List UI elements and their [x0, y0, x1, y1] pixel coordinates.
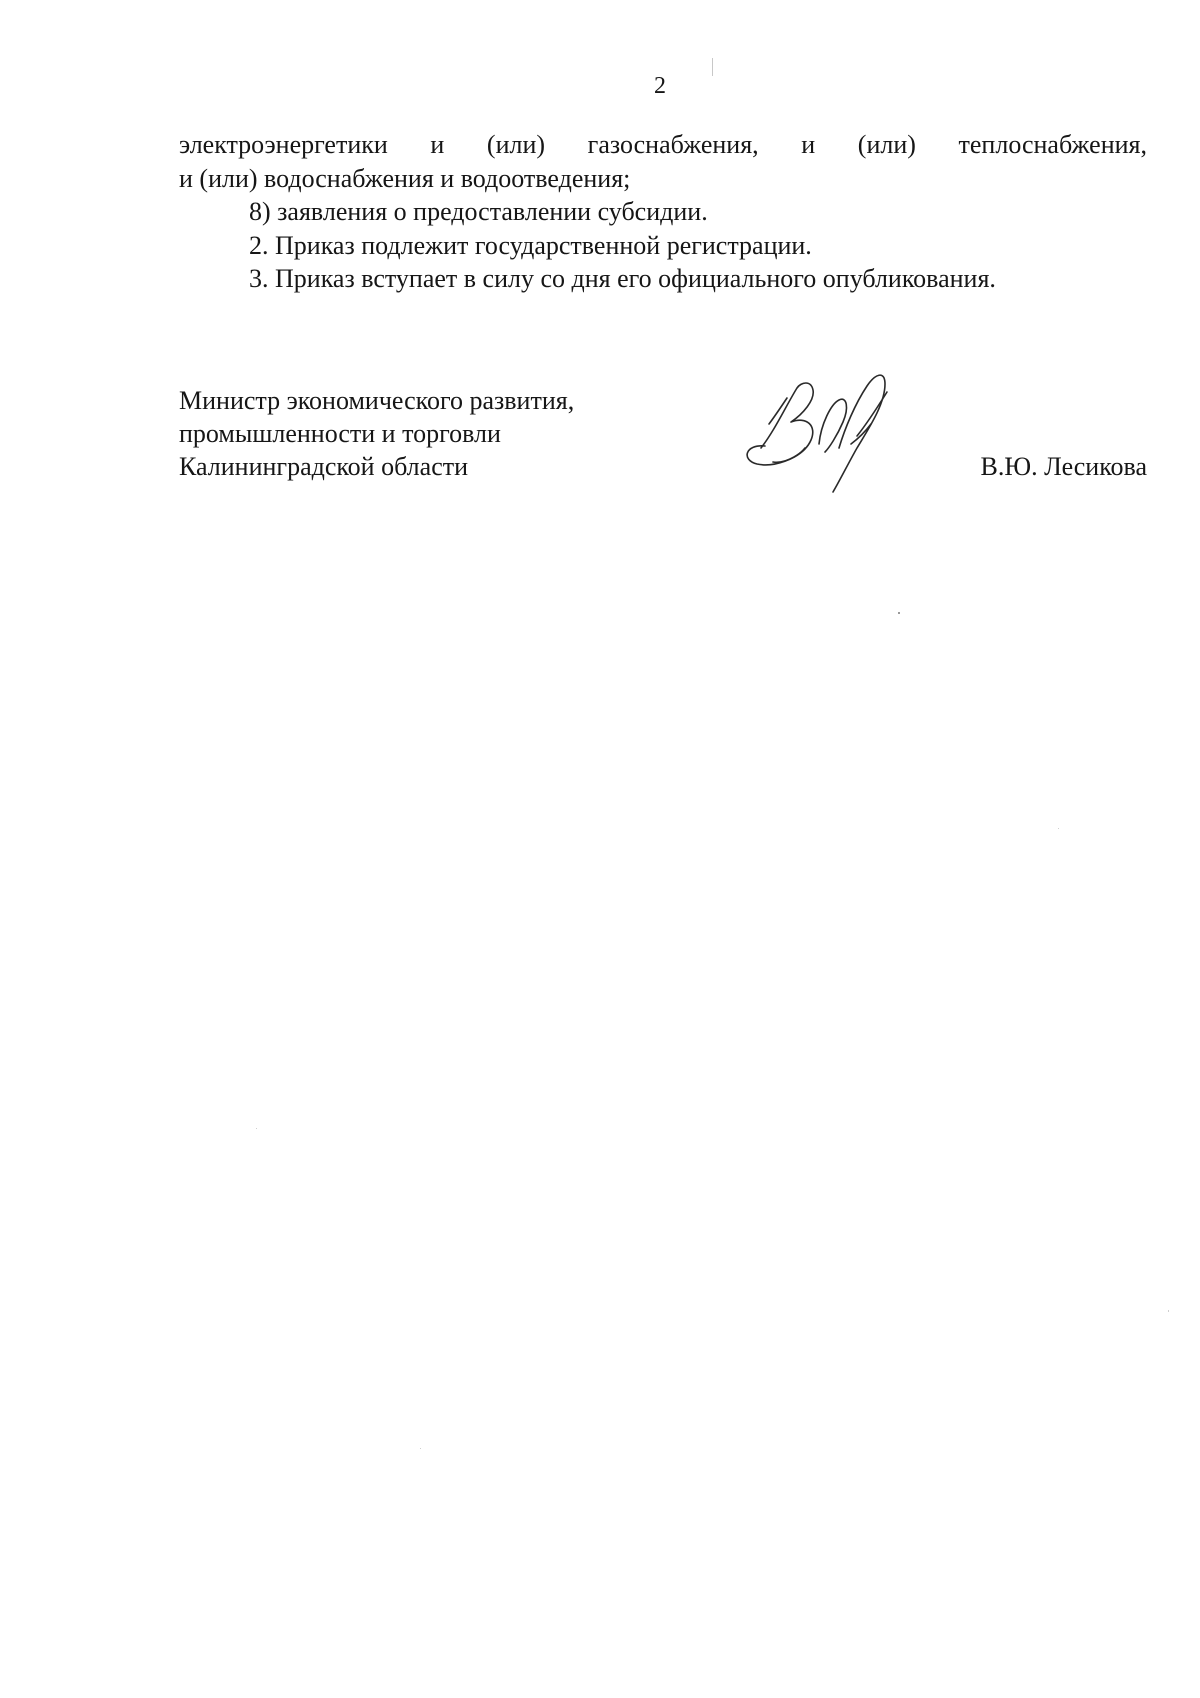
scan-speck: [1168, 1310, 1169, 1312]
handwritten-signature: [735, 364, 905, 494]
scan-speck: [256, 1128, 257, 1129]
scan-speck: [420, 1448, 421, 1449]
signer-name: В.Ю. Лесикова: [980, 452, 1147, 481]
paragraph-continued-line-1: электроэнергетики и (или) газоснабжения, и (или) теплоснабжения,: [179, 130, 1147, 159]
body-text: [179, 128, 1147, 296]
signer-title-line-3: Калининградской области: [179, 452, 469, 481]
point-3: 3. Приказ вступает в силу со дня его официального опубликования.: [249, 264, 996, 293]
scan-speck: [898, 612, 900, 614]
scan-speck: [1058, 828, 1059, 829]
paragraph-continued-line-2: и (или) водоснабжения и водоотведения;: [179, 163, 631, 193]
signer-title-line-1: Министр экономического развития,: [179, 386, 575, 415]
scan-speck: [712, 58, 713, 76]
signature-block: [179, 384, 1147, 524]
list-item-8: 8) заявления о предоставлении субсидии.: [249, 197, 708, 226]
page-number: 2: [654, 73, 666, 99]
point-2: 2. Приказ подлежит государственной регистрации.: [249, 230, 812, 260]
signer-title-line-2: промышленности и торговли: [179, 419, 501, 448]
signer-title: [179, 384, 574, 483]
